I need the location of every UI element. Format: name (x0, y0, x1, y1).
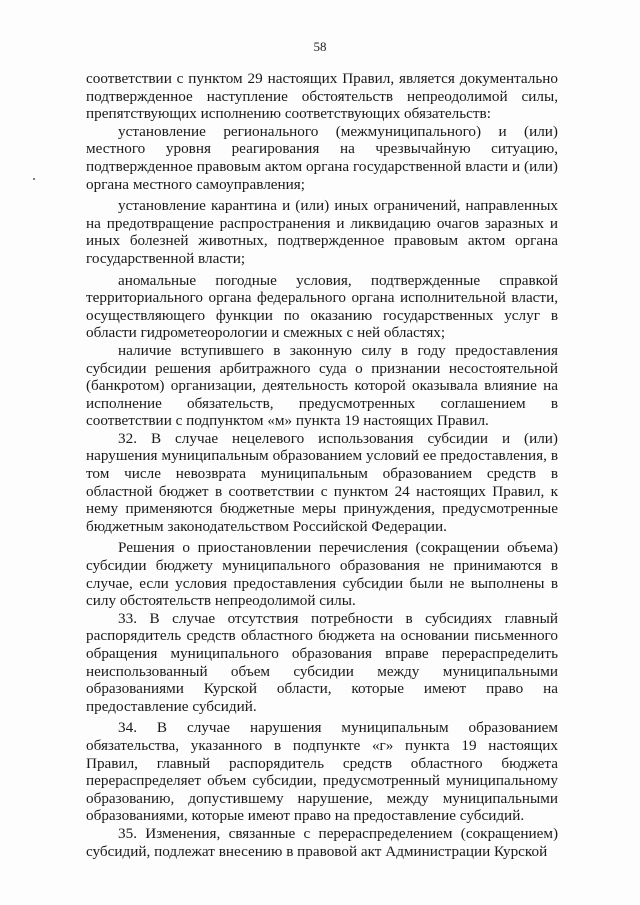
paragraph-continuation: соответствии с пунктом 29 настоящих Правил, является документально подтвержденное наступление обстоятельств непреодолимой силы, препятствующих исполнению соответствующих обязательств: (86, 70, 558, 123)
page-number: 58 (313, 39, 327, 54)
paragraph-34: 34. В случае нарушения муниципальным образованием обязательства, указанного в подпункте «г» пункта 19 настоящих Правил, главный распорядитель средств областного бюджета перераспределяет объем субсидии, предусмотренный муниципальному образованию, допустившему нарушение, между муниципальными образованиями, которые имеют право на предоставление субсидий. (86, 719, 558, 825)
scan-speck (33, 178, 35, 180)
paragraph-weather: аномальные погодные условия, подтвержденные справкой территориального органа федерального органа исполнительной власти, осуществляющего функции по оказанию государственных услуг в области гидрометеорологии и смежных с ней областях; (86, 271, 558, 342)
paragraph-bankruptcy: наличие вступившего в законную силу в году предоставления субсидии решения арбитражного суда о признании несостоятельной (банкротом) организации, деятельность которой оказывала влияние на исполнение обязательств, предусмотренных соглашением в соответствии с подпунктом «м» пункта 19 настоящих Правил. (86, 341, 558, 430)
document-body (86, 70, 558, 860)
paragraph-quarantine: установление карантина и (или) иных ограничений, направленных на предотвращение распространения и ликвидацию очагов заразных и иных болезней животных, подтвержденное правовым актом органа государственной власти; (86, 197, 558, 267)
paragraph-35: 35. Изменения, связанные с перераспределением (сокращением) субсидий, подлежат внесению в правовой акт Администрации Курской (86, 824, 558, 860)
paragraph-suspension: Решения о приостановлении перечисления (сокращении объема) субсидии бюджету муниципального образования не принимаются в случае, если условия предоставления субсидии были не выполнены в силу обстоятельств непреодолимой силы. (86, 539, 558, 610)
paragraph-33: 33. В случае отсутствия потребности в субсидиях главный распорядитель средств областного бюджета на основании письменного обращения муниципального образования вправе перераспределить неиспользованный объем субсидии между муниципальными образованиями Курской области, которые имеют право на предоставление субсидий. (86, 609, 558, 715)
paragraph-32: 32. В случае нецелевого использования субсидии и (или) нарушения муниципальным образованием условий ее предоставления, в том числе невозврата муниципальным образованием средств в областной бюджет в соответствии с пунктом 24 настоящих Правил, к нему применяются бюджетные меры принуждения, предусмотренные бюджетным законодательством Российской Федерации. (86, 429, 558, 535)
paragraph-regional-emergency: установление регионального (межмуниципального) и (или) местного уровня реагирования на чрезвычайную ситуацию, подтвержденное правовым актом органа государственной власти и (или) органа местного самоуправления; (86, 122, 558, 193)
